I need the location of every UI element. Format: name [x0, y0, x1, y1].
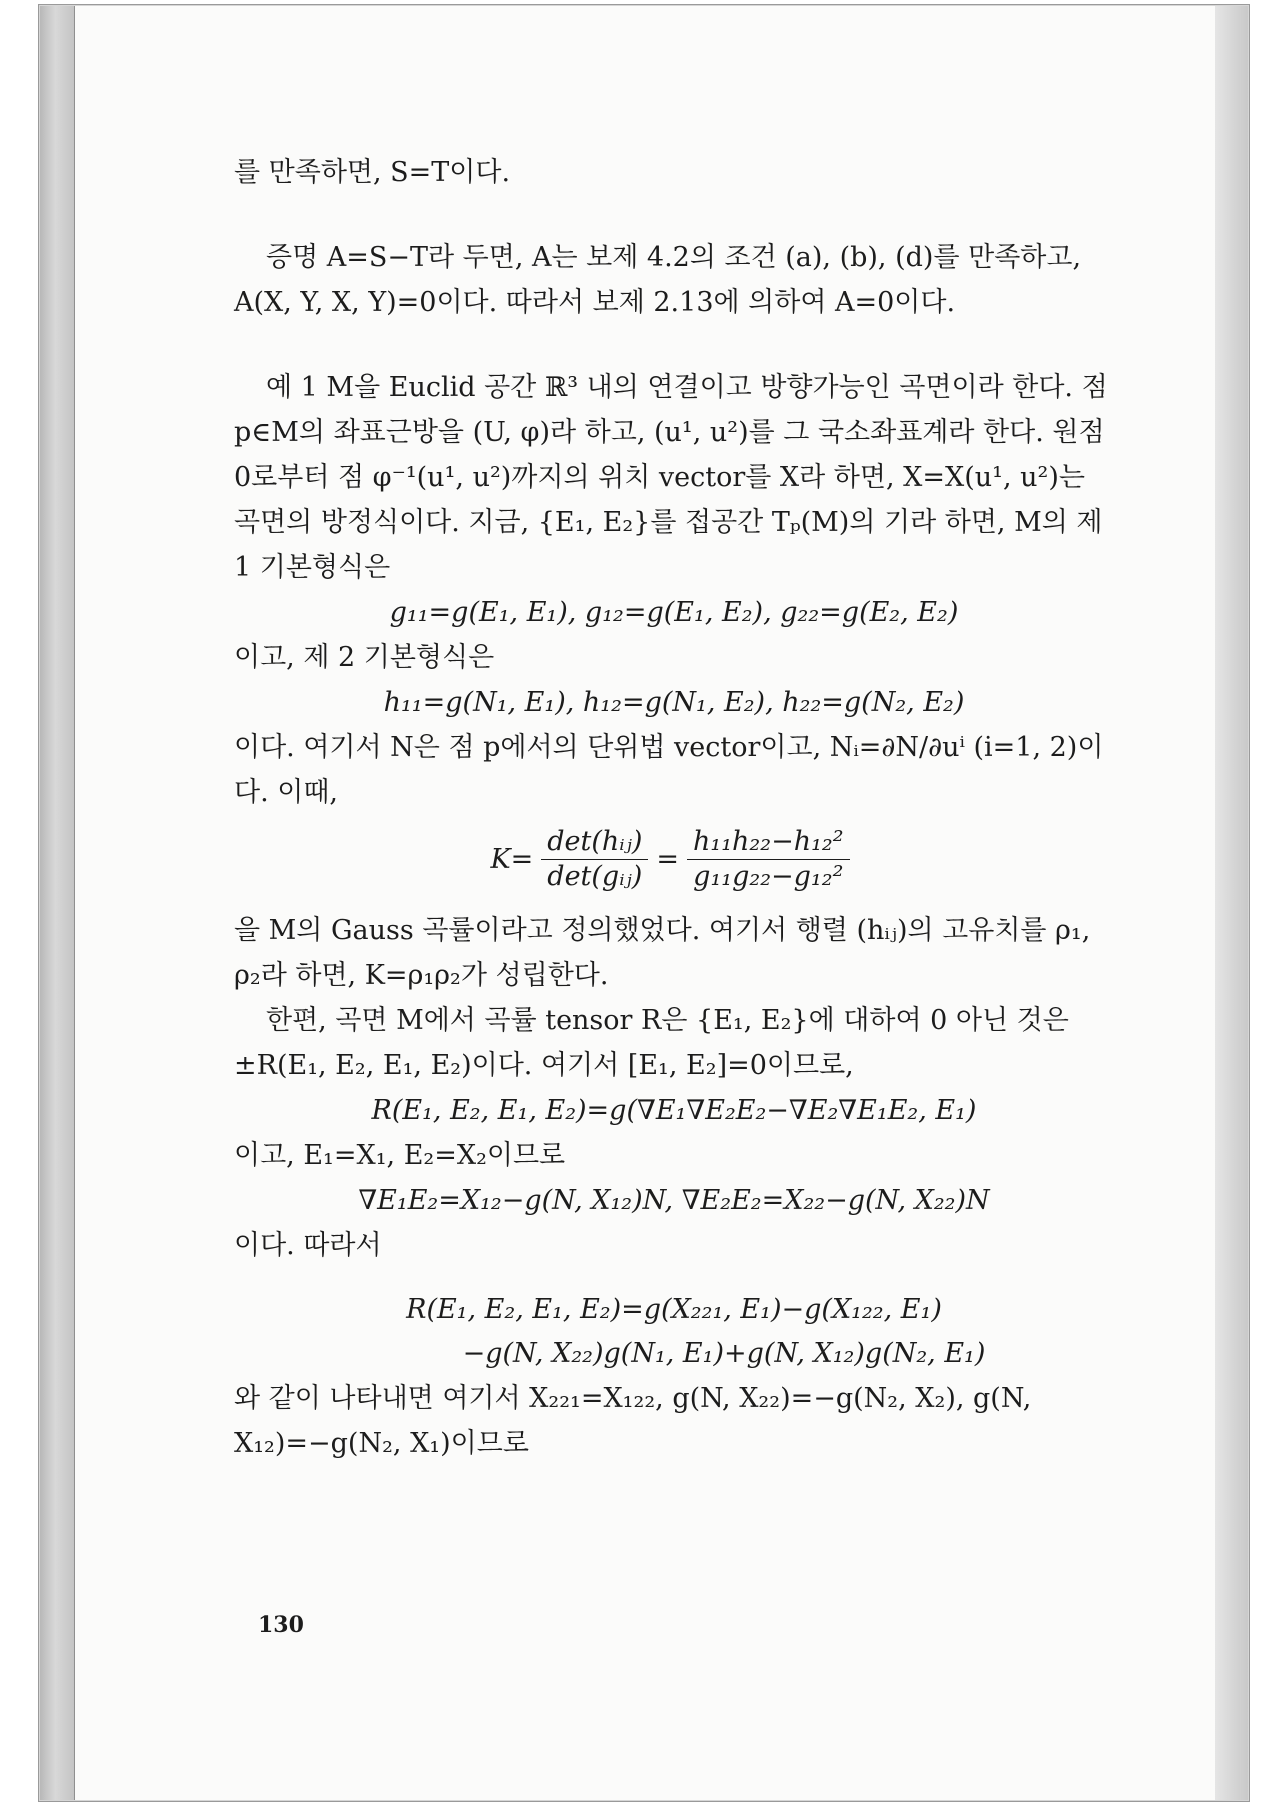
paragraph-final: 와 같이 나타내면 여기서 X₂₂₁=X₁₂₂, g(N, X₂₂)=−g(N₂, X₂), g(N, X₁₂)=−g(N₂, X₁)이므로: [234, 1383, 1032, 1459]
paragraph-gauss-definition: 을 M의 Gauss 곡률이라고 정의했었다. 여기서 행렬 (hᵢⱼ)의 고유치를 ρ₁, ρ₂라 하면, K=ρ₁ρ₂가 성립한다.: [234, 915, 1091, 991]
paragraph-therefore: 이다. 따라서: [234, 1230, 382, 1261]
fraction-components: [687, 825, 850, 894]
equation-curvature-tensor: R(E₁, E₂, E₁, E₂)=g(∇E₁∇E₂E₂−∇E₂∇E₁E₂, E₁): [371, 1095, 977, 1126]
paragraph-coordinate-fields: 이고, E₁=X₁, E₂=X₂이므로: [234, 1140, 566, 1171]
fraction-det: [541, 825, 648, 894]
fraction-components-numerator: h₁₁h₂₂−h₁₂²: [687, 825, 850, 860]
gauss-curvature-lhs: K=: [490, 844, 534, 875]
equation-curvature-expansion-line-2: −g(N, X₂₂)g(N₁, E₁)+g(N, X₁₂)g(N₂, E₁): [462, 1338, 986, 1369]
book-spine: [40, 6, 74, 1800]
equation-first-fundamental-form: g₁₁=g(E₁, E₁), g₁₂=g(E₁, E₂), g₂₂=g(E₂, E₂): [389, 597, 959, 628]
equation-curvature-expansion-line-1: R(E₁, E₂, E₁, E₂)=g(X₂₂₁, E₁)−g(X₁₂₂, E₁): [406, 1294, 942, 1325]
page-number: 130: [258, 1612, 304, 1638]
fraction-det-denominator: det(gᵢⱼ): [547, 861, 643, 892]
paragraph-theorem-end: 를 만족하면, S=T이다.: [234, 157, 511, 188]
page-edge-shadow: [1214, 6, 1248, 1800]
equation-covariant-derivatives: ∇E₁E₂=X₁₂−g(N, X₁₂)N, ∇E₂E₂=X₂₂−g(N, X₂₂)N: [358, 1185, 990, 1216]
paragraph-normal-vector: 이다. 여기서 N은 점 p에서의 단위법 vector이고, Nᵢ=∂N/∂uⁱ (i=1, 2)이다. 이때,: [234, 732, 1104, 808]
equals-sign: =: [656, 844, 679, 875]
equation-gauss-curvature: [234, 825, 1114, 894]
equation-second-fundamental-form: h₁₁=g(N₁, E₁), h₁₂=g(N₁, E₂), h₂₂=g(N₂, E₂): [383, 687, 965, 718]
paragraph-proof: 증명 A=S−T라 두면, A는 보제 4.2의 조건 (a), (b), (d)를 만족하고, A(X, Y, X, Y)=0이다. 따라서 보제 2.13에 의하여 A=0이다.: [234, 242, 1082, 318]
fraction-det-numerator: det(hᵢⱼ): [541, 825, 648, 860]
paragraph-example-1: 예 1 M을 Euclid 공간 ℝ³ 내의 연결이고 방향가능인 곡면이라 한다. 점 p∈M의 좌표근방을 (U, φ)라 하고, (u¹, u²)를 그 국소좌표계라 한다. 원점 0로부터 점 φ⁻¹(u¹, u²)까지의 위치 vector를 X라 하면, X=X(u¹, u²)는 곡면의 방정식이다. 지금, {E₁, E₂}를 접공간 Tₚ(M)의 기라 하면, M의 제 1 기본형식은: [234, 372, 1108, 583]
paragraph-second-form-intro: 이고, 제 2 기본형식은: [234, 642, 495, 673]
page-body: [234, 150, 1114, 1466]
fraction-components-denominator: g₁₁g₂₂−g₁₂²: [693, 861, 844, 892]
paragraph-curvature-tensor: 한편, 곡면 M에서 곡률 tensor R은 {E₁, E₂}에 대하여 0 아닌 것은 ±R(E₁, E₂, E₁, E₂)이다. 여기서 [E₁, E₂]=0이므로,: [234, 1005, 1069, 1081]
